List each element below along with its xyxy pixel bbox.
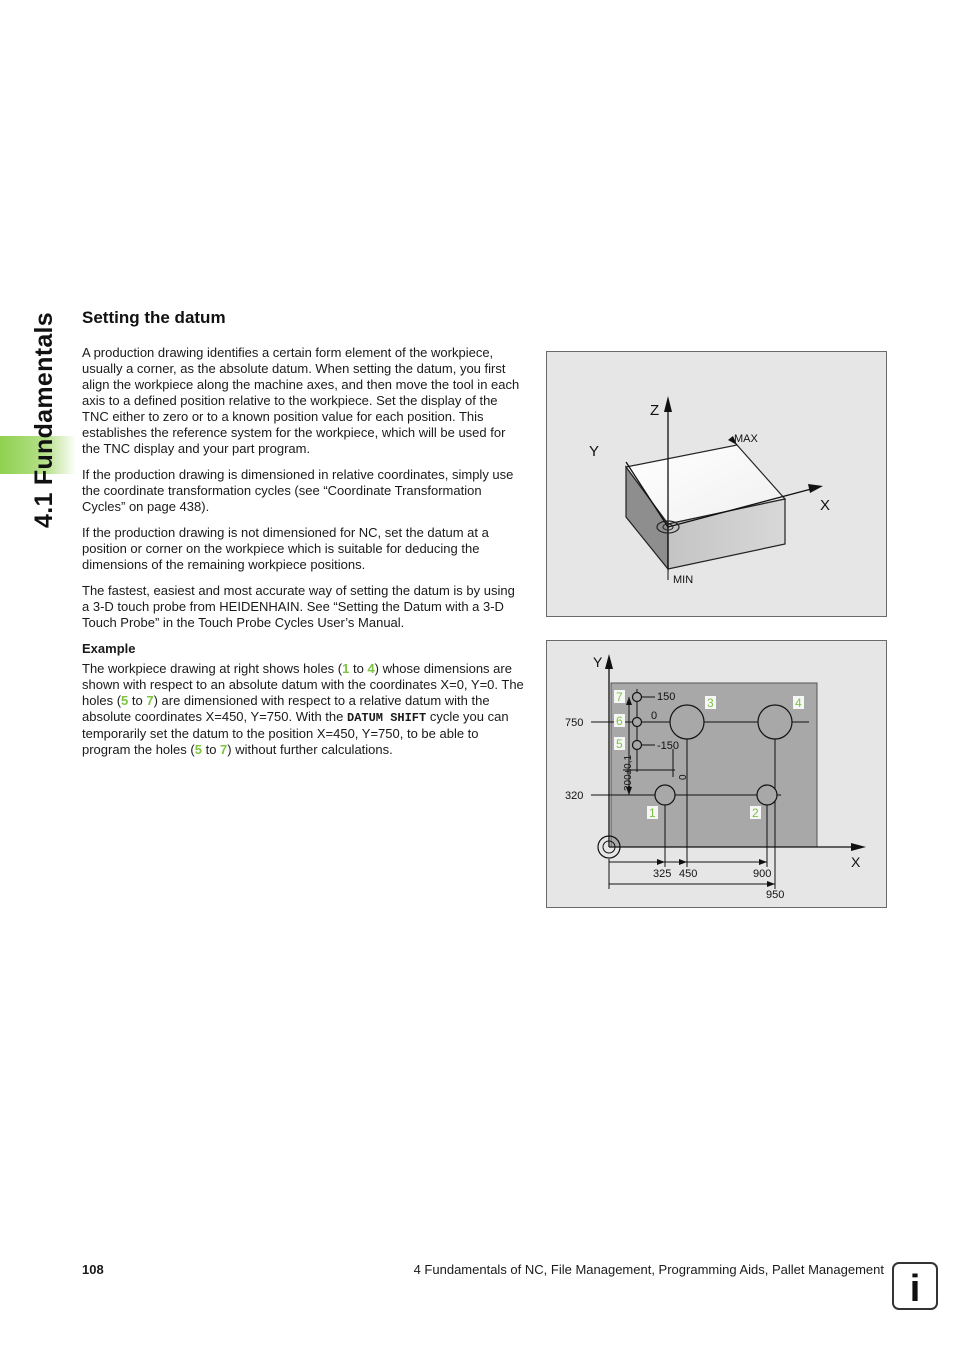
example-heading: Example xyxy=(82,641,136,656)
y-arrowhead xyxy=(605,654,613,669)
dim-rel-0-x: 0 xyxy=(678,774,689,780)
example-text: ) whose dimensions are shown with respect to an absolute datum with the coordinates X=0, Y=0. The holes ( xyxy=(82,661,524,708)
hole-ref: 7 xyxy=(146,693,154,708)
dim-x-450: 450 xyxy=(679,868,698,880)
hole-label-1: 1 xyxy=(649,806,656,820)
hole-ref: 4 xyxy=(367,661,375,676)
paragraph: If the production drawing is not dimensioned for NC, set the datum at a position or corner on the workpiece which is suitable for deducing the dimensions of the remaining workpiece positions. xyxy=(82,525,489,572)
page-number: 108 xyxy=(82,1262,104,1277)
hole-label-5: 5 xyxy=(616,737,623,751)
info-icon xyxy=(892,1262,938,1310)
hole-ref: 7 xyxy=(220,742,228,757)
hole-4 xyxy=(758,705,792,739)
axis-label-y: Y xyxy=(593,654,603,670)
hole-label-3: 3 xyxy=(707,696,714,710)
hole-label-2: 2 xyxy=(752,806,759,820)
hole-6 xyxy=(633,718,642,727)
paragraph: If the production drawing is dimensioned in relative coordinates, simply use the coordinate transformation cycles (see “Coordinate Transformation Cycles” on page 438). xyxy=(82,467,514,514)
example-text: to xyxy=(349,661,368,676)
hole-ref: 5 xyxy=(194,742,202,757)
x-arrowhead xyxy=(851,843,866,851)
example-text: to xyxy=(201,742,221,757)
dim-rel-minus150: -150 xyxy=(657,740,680,752)
z-arrowhead xyxy=(664,396,672,412)
hole-label-4: 4 xyxy=(795,696,802,710)
hole-7 xyxy=(633,693,642,702)
hole-label-7: 7 xyxy=(616,690,623,704)
paragraph: The fastest, easiest and most accurate way of setting the datum is by using a 3-D touch probe from HEIDENHAIN. See “Setting the Datum with a 3-D Touch Probe” in the Touch Probe Cycles User’s Manual. xyxy=(82,583,515,630)
example-paragraph xyxy=(82,661,524,758)
paragraph: A production drawing identifies a certain form element of the workpiece, usually a corner, as the absolute datum. When setting the datum, you first align the workpiece along the machine axes, and then move the tool in each axis to a defined position relative to the workpiece. Set the display of the TNC either to zero or to a known position value for each position. This establishes the reference system for the workpiece, which will be used for the TNC display and your part program. xyxy=(82,345,520,456)
example-text: ) are dimensioned with respect to a relative datum with the absolute coordinates X=450, Y=750. With the xyxy=(82,693,490,724)
body-text xyxy=(82,345,524,768)
dim-x-900: 900 xyxy=(753,868,772,880)
dim-y-320: 320 xyxy=(565,790,584,802)
hole-ref: 5 xyxy=(121,693,129,708)
hole-3 xyxy=(670,705,704,739)
dim-x-325: 325 xyxy=(653,868,672,880)
dim-y-750: 750 xyxy=(565,717,584,729)
chapter-side-title: 4.1 Fundamentals xyxy=(30,312,58,528)
axis-label-y: Y xyxy=(589,443,600,460)
footer-chapter-title: 4 Fundamentals of NC, File Management, Programming Aids, Pallet Management xyxy=(413,1262,884,1277)
code-keyword: DATUM SHIFT xyxy=(347,711,427,725)
section-title: Setting the datum xyxy=(82,308,226,327)
axis-label-z: Z xyxy=(650,402,660,419)
axis-label-x: X xyxy=(820,497,831,514)
workpiece-drawing-figure xyxy=(546,640,887,908)
hole-5 xyxy=(633,741,642,750)
hole-ref: 1 xyxy=(342,661,350,676)
example-text: to xyxy=(128,693,147,708)
x-arrowhead xyxy=(808,484,823,493)
hole-1 xyxy=(655,785,675,805)
hole-label-6: 6 xyxy=(616,714,623,728)
min-label: MIN xyxy=(673,574,694,586)
datum-3d-figure xyxy=(546,351,887,617)
example-text: The workpiece drawing at right shows holes ( xyxy=(82,661,343,676)
dim-rel-150: 150 xyxy=(657,691,676,703)
info-glyph: i xyxy=(909,1268,921,1308)
dim-rel-0: 0 xyxy=(651,710,658,722)
dim-x-950: 950 xyxy=(766,889,785,901)
hole-2 xyxy=(757,785,777,805)
dim-tolerance: 300±0,1 xyxy=(623,754,634,791)
example-text: ) without further calculations. xyxy=(227,742,393,757)
max-label: MAX xyxy=(734,433,758,445)
example-text: cycle you can temporarily set the datum to the position X=450, Y=750, to be able to program the holes ( xyxy=(82,709,509,757)
axis-label-x: X xyxy=(851,854,861,870)
